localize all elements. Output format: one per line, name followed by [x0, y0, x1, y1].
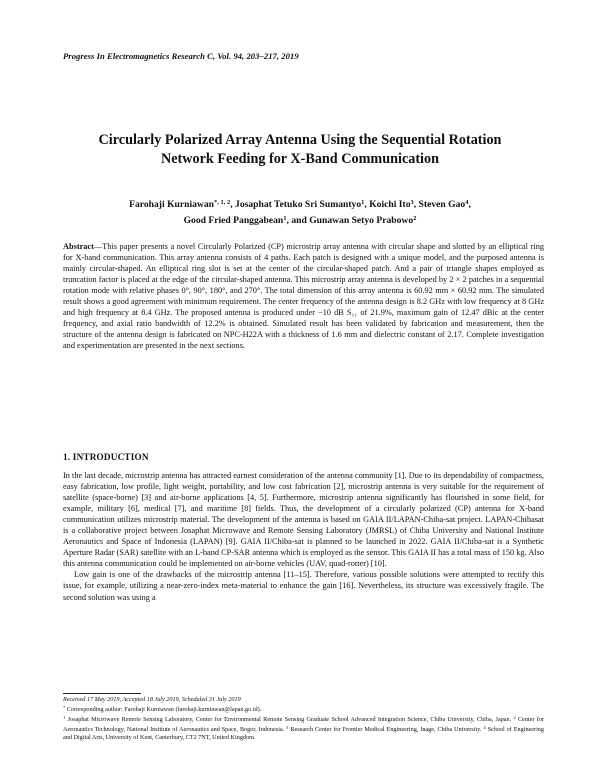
affiliation-text: Josaphat Microwave Remote Sensing Laboratory, Center for Environmental Remote Sensing Graduate School Advanced Integration Science, Chiba University, Chiba, Japan.: [65, 716, 514, 724]
abstract-body: —This paper presents a novel Circularly Polarized (CP) microstrip array antenna with circular shape and slotted by an elliptical ring for X-band communication. This array antenna consists of 4 paths. Each patch is designed with a unique model, and the purposed antenna is mainly circular-shaped. An elliptical ring slot is set at the center of the circular-shaped patch. And a pair of triangle shapes employed as truncation factor is placed at the edge of the circular-shaped antenna. This microstrip array antenna is developed by 2 × 2 patches in a sequential rotation mode with relative phases 0°, 90°, 180°, and 270°. The total dimension of this array antenna is 60.92 mm × 60.92 mm. The simulated result shows a good agreement with minimum requirement. The center frequency of the antenna design is 8.2 GHz with low frequency at 8 GHz and high frequency at 8.4 GHz. The proposed antenna is produced under −10 dB S₁₁ of 21.9%, maximum gain of 12.47 dBic at the center frequency, and axial ratio bandwidth of 12.2% is obtained. Simulated result has been validated by fabrication and measurement, then the structure of the antenna design is fabricated on NPC-H22A with a thickness of 1.6 mm and dielectric constant of 2.17. Complete investigation and experimentation are presented in the next sections.: [63, 242, 544, 351]
author-name: Good Fried Panggabean: [183, 215, 284, 226]
author-name: , Koichi Ito: [364, 199, 411, 210]
author-affiliation-mark: *, 1, 2: [214, 199, 231, 206]
footnote-mark: 2: [513, 715, 516, 721]
abstract: [63, 241, 544, 351]
footnote-mark: *: [63, 705, 66, 711]
footnotes: [63, 696, 544, 742]
author-name: , Steven Gao: [413, 199, 466, 210]
author-affiliation-mark: 3: [410, 199, 414, 206]
affiliation-text: School of Engineering and Digital Arts, University of Kent, Canterbury, CT2 7NT, United Kingdom.: [63, 726, 544, 742]
footnote-mark: 3: [286, 725, 289, 731]
author-name: , and Gunawan Setyo Prabowo: [286, 215, 414, 226]
paragraph: Low gain is one of the drawbacks of the microstrip antenna [11–15]. Therefore, various possible solutions were attempted to rectify this issue, for example, utilizing a near-zero-index meta-material to enhance the gain [16]. Nevertheless, its structure was excessively fragile. The second solution was using a: [63, 570, 544, 602]
introduction-text: [63, 470, 544, 603]
affiliation-text: Center for Aeronautics Technology, National Institute of Aeronautics and Space, Bogor, Indonesia.: [63, 716, 544, 734]
author-affiliation-mark: 1: [283, 215, 287, 222]
corresponding-text: Corresponding author: Farohaji Kurniawan (farohaji.kurniawan@lapan.go.id).: [65, 706, 262, 714]
author-line-2: [60, 212, 540, 228]
author-name: , Josaphat Tetuko Sri Sumantyo: [230, 199, 362, 210]
title-line-2: Network Feeding for X-Band Communication: [161, 151, 439, 167]
footnote-mark: 1: [63, 715, 66, 721]
section-heading: 1. INTRODUCTION: [63, 452, 149, 462]
affiliations: [63, 714, 544, 742]
corresponding-author: [63, 704, 544, 714]
paragraph: In the last decade, microstrip antenna has attracted earnest consideration of the antenna community [1]. Due to its dependability of compactness, easy fabrication, low profile, light weight, portability, and low cost fabrication [2], microstrip antenna is very suitable for the requirement of satellite (space-borne) [3] and air-borne applications [4, 5]. Furthermore, microstrip antenna significantly has flourished in some field, for example, military [6], medical [7], and maritime [8] fields. Thus, the development of a circularly polarized (CP) antenna for X-band communication utilizes microstrip material. The development of the antenna is based on GAIA II/LAPAN-Chiba-sat project. LAPAN-Chibasat is a collaborative project between Josaphat Microwave and Remote Sensing Laboratory (JMRSL) of Chiba University and National Institute Aeronautics and Space of Indonesia (LAPAN) [9]. GAIA II/Chiba-sat is planned to be launched in 2022. GAIA II/Chiba-sat is a Synthetic Aperture Radar (SAR) satellite with an L-band CP-SAR antenna which is employed as the sensor. This GAIA II has a total mass of 150 kg. Also this antenna communication could be implemented on air-borne vehicles (UAV, quad-rotter) [10].: [63, 471, 544, 569]
author-line-1: Farohaji Kurniawan$^{*, 1, 2}$, Josaphat Tetuko Sri Sumantyo$^1$, Koichi Ito$^3$, Steven Gao$^4$,: [129, 199, 471, 210]
author-affiliation-mark: 4: [465, 199, 469, 206]
abstract-label: Abstract: [63, 242, 94, 251]
title-line-1: Circularly Polarized Array Antenna Using the Sequential Rotation: [98, 132, 502, 148]
received-dates: Received 17 May 2019, Accepted 18 July 2019, Scheduled 31 July 2019: [63, 696, 241, 703]
paper-title: [60, 131, 540, 169]
journal-header: Progress In Electromagnetics Research C, Vol. 94, 203–217, 2019: [63, 51, 299, 61]
footnote-mark: 4: [483, 725, 486, 731]
author-list: [60, 196, 540, 228]
author-affiliation-mark: 1: [361, 199, 365, 206]
affiliation-text: Research Center for Frontier Medical Engineering, Inage, Chiba University.: [288, 726, 484, 734]
footnote-divider: [63, 693, 141, 694]
author-affiliation-mark: 2: [413, 215, 417, 222]
author-name: Farohaji Kurniawan: [129, 199, 214, 210]
